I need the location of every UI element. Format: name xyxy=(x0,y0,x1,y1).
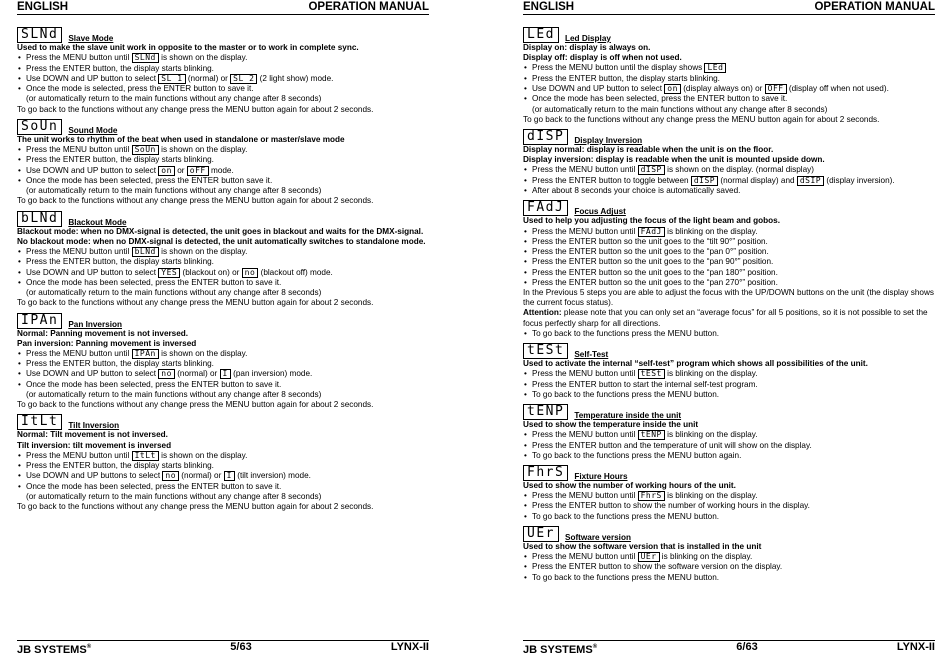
lcd-inline-code: LEd xyxy=(704,63,726,73)
section-heading xyxy=(523,198,935,216)
item-text: Once the mode is selected, press the ENTER button to save it. xyxy=(26,84,254,94)
list-item xyxy=(532,512,935,522)
item-text: (normal display) and xyxy=(718,175,797,185)
section xyxy=(17,412,429,512)
section-title: Led Display xyxy=(564,34,611,43)
attention-text: please note that you can only set an “average focus” for all 5 positions, so it is not possible to set the focus perfectly sharp for all directions. xyxy=(523,308,928,328)
item-text: is shown on the display. xyxy=(158,451,248,461)
item-text: (2 light show) mode. xyxy=(257,73,334,83)
section-title: Tilt Inversion xyxy=(68,421,120,431)
section xyxy=(17,117,429,207)
item-text: (blackout on) or xyxy=(180,267,242,277)
page-header xyxy=(17,0,429,14)
step-list xyxy=(523,227,935,288)
item-text: Press the MENU button until xyxy=(532,165,638,175)
item-text: Press the MENU button until xyxy=(26,247,132,257)
page-header xyxy=(523,0,935,14)
section xyxy=(523,341,935,400)
auto-return-note: (or automatically return to the main functions without any change after 8 seconds) xyxy=(26,288,322,298)
item-text: Press the MENU button until xyxy=(26,349,132,359)
item-text: is blinking on the display. xyxy=(664,369,758,379)
item-text: Once the mode has been selected, press the ENTER button save it. xyxy=(26,175,273,185)
lcd-inline-code: FhrS xyxy=(638,491,665,501)
item-text: Press the MENU button until xyxy=(26,53,132,63)
section-title: Blackout Mode xyxy=(68,217,127,227)
step-list xyxy=(523,329,935,339)
lcd-display-code: LEd xyxy=(523,27,559,43)
item-text: Press the ENTER button, the display starts blinking. xyxy=(26,155,214,165)
lcd-inline-code: bLNd xyxy=(132,247,159,257)
lcd-inline-code: on xyxy=(664,84,681,94)
section-description: Normal: Panning movement is not inversed. xyxy=(17,328,189,338)
section-heading xyxy=(523,463,935,481)
lcd-display-code: FAdJ xyxy=(523,200,568,216)
item-text: Once the mode has been selected, press the ENTER button to save it. xyxy=(532,94,788,104)
section-description: No blackout mode: when no DMX-signal is detected, the unit automatically switches to standalone mode. xyxy=(17,236,426,246)
list-item xyxy=(26,74,429,84)
page-footer xyxy=(523,641,935,657)
item-text: is shown on the display. (normal display) xyxy=(664,165,814,175)
list-item xyxy=(26,53,429,63)
section-heading xyxy=(17,25,429,43)
list-item xyxy=(26,145,429,155)
list-item xyxy=(26,482,429,492)
go-back-note: To go back to the functions without any change press the MENU button again for about 2 seconds. xyxy=(17,298,374,308)
item-text: To go back to the functions press the MENU button. xyxy=(532,511,720,521)
item-text: Press the ENTER button, the display starts blinking. xyxy=(26,63,214,73)
item-text: Press the ENTER button to toggle between xyxy=(532,175,691,185)
list-item xyxy=(532,186,935,196)
item-text: Press the ENTER button so the unit goes to the “pan 180°” position. xyxy=(532,267,778,277)
list-item xyxy=(26,84,429,94)
list-item xyxy=(26,247,429,257)
section-heading xyxy=(523,127,935,145)
item-text: Press the MENU button until the display shows xyxy=(532,63,705,73)
attention-label: Attention: xyxy=(523,308,562,318)
page-footer xyxy=(17,641,429,657)
section-title: Sound Mode xyxy=(68,125,118,135)
header-language: ENGLISH xyxy=(17,1,69,13)
section-description: Pan inversion: Panning movement is inversed xyxy=(17,338,197,348)
item-text: Press the ENTER button so the unit goes to the “pan 270°” position. xyxy=(532,277,778,287)
item-text: (normal) or xyxy=(174,369,220,379)
item-text: (display inversion). xyxy=(824,175,895,185)
lcd-display-code: tESt xyxy=(523,343,568,359)
section-title: Temperature inside the unit xyxy=(574,410,682,420)
page-left xyxy=(17,0,429,654)
item-text: Press the ENTER button so the unit goes to the “tilt 90°” position. xyxy=(532,236,768,246)
step-list xyxy=(17,145,429,186)
section-description: Used to show the software version that is installed in the unit xyxy=(523,541,762,551)
step-list xyxy=(17,53,429,94)
section-heading xyxy=(523,402,935,420)
lcd-display-code: FhrS xyxy=(523,465,568,481)
list-item xyxy=(532,176,935,186)
page-content xyxy=(17,25,429,514)
list-item xyxy=(26,64,429,74)
go-back-note: To go back to the functions without any change press the MENU button again for about 2 seconds. xyxy=(17,196,374,206)
list-item xyxy=(532,380,935,390)
footer-model: LYNX-II xyxy=(896,641,935,653)
lcd-display-code: bLNd xyxy=(17,211,62,227)
item-text: Press the ENTER button and the temperature of unit will show on the display. xyxy=(532,440,812,450)
list-item xyxy=(532,501,935,511)
item-text: (blackout off) mode. xyxy=(258,267,333,277)
section xyxy=(17,209,429,309)
go-back-note: To go back to the functions without any change press the MENU button again for about 2 seconds. xyxy=(523,114,880,124)
item-text: is blinking on the display. xyxy=(664,491,758,501)
list-item xyxy=(532,552,935,562)
list-item xyxy=(532,562,935,572)
section-description: Tilt inversion: tilt movement is inversed xyxy=(17,440,172,450)
item-text: (normal) or xyxy=(179,471,224,481)
lcd-inline-code: I xyxy=(224,471,235,481)
item-text: Press the ENTER button to show the software version on the display. xyxy=(532,562,783,572)
section xyxy=(523,198,935,339)
step-list xyxy=(17,349,429,390)
item-text: To go back to the functions press the MENU button. xyxy=(532,328,720,338)
step-list xyxy=(17,451,429,492)
item-text: Press the ENTER button so the unit goes to the “pan 90°” position. xyxy=(532,257,774,267)
lcd-inline-code: tENP xyxy=(638,430,665,440)
item-text: is blinking on the display. xyxy=(659,552,753,562)
step-list xyxy=(523,165,935,196)
footer-page-number: 5/63 xyxy=(230,641,252,653)
list-item xyxy=(532,63,935,73)
item-text: (normal) or xyxy=(185,73,231,83)
item-text: Press the ENTER button, the display starts blinking. xyxy=(26,257,214,267)
item-text: Use DOWN and UP button to select xyxy=(26,369,159,379)
auto-return-note: (or automatically return to the main functions without any change after 8 seconds) xyxy=(26,186,322,196)
list-item xyxy=(532,74,935,84)
section-description: Display inversion: display is readable when the unit is mounted upside down. xyxy=(523,155,825,165)
section-heading xyxy=(523,524,935,542)
lcd-display-code: IPAn xyxy=(17,313,62,329)
section-description: Used to activate the internal “self-test” program which shows all possibilities of the unit. xyxy=(523,358,868,368)
list-item xyxy=(532,84,935,94)
list-item xyxy=(26,166,429,176)
item-text: Press the MENU button until xyxy=(26,451,132,461)
header-title: OPERATION MANUAL xyxy=(308,1,429,13)
lcd-display-code: UEr xyxy=(523,526,559,542)
item-text: Press the MENU button until xyxy=(26,145,132,155)
section-title: Focus Adjust xyxy=(574,207,626,217)
section-heading xyxy=(523,25,935,43)
go-back-note: To go back to the functions without any change press the MENU button again for about 2 seconds. xyxy=(17,400,374,410)
section-heading xyxy=(17,209,429,227)
item-text: To go back to the functions press the MENU button. xyxy=(532,389,720,399)
item-text: (tilt inversion) mode. xyxy=(234,471,311,481)
list-item xyxy=(26,369,429,379)
section-title: Self-Test xyxy=(574,349,609,359)
item-text: or xyxy=(174,165,187,175)
section xyxy=(17,25,429,115)
item-text: To go back to the functions press the MENU button again. xyxy=(532,450,742,460)
item-text: Press the ENTER button to show the number of working hours in the display. xyxy=(532,501,810,511)
item-text: Use DOWN and UP buttons to select xyxy=(26,471,163,481)
item-text: Press the ENTER button, the display starts blinking. xyxy=(26,461,214,471)
lcd-inline-code: oFF xyxy=(187,166,209,176)
section xyxy=(523,402,935,461)
list-item xyxy=(26,461,429,471)
item-text: is shown on the display. xyxy=(158,53,248,63)
lcd-display-code: dISP xyxy=(523,129,568,145)
lcd-inline-code: no xyxy=(242,268,259,278)
footer-brand: JB SYSTEMS® xyxy=(523,643,598,656)
list-item xyxy=(532,451,935,461)
lcd-display-code: SoUn xyxy=(17,119,62,135)
section-description: Display normal: display is readable when the unit is on the floor. xyxy=(523,144,774,154)
section-heading xyxy=(17,311,429,329)
item-text: Press the MENU button until xyxy=(532,226,638,236)
lcd-inline-code: dSIP xyxy=(797,176,824,186)
lcd-display-code: ItLt xyxy=(17,414,62,430)
list-item xyxy=(532,278,935,288)
footer-brand: JB SYSTEMS® xyxy=(17,643,92,656)
section-description: Normal: Tilt movement is not inversed. xyxy=(17,430,168,440)
list-item xyxy=(26,359,429,369)
step-list xyxy=(17,247,429,288)
lcd-display-code: tENP xyxy=(523,404,568,420)
lcd-inline-code: YES xyxy=(158,268,180,278)
step-list xyxy=(523,63,935,104)
list-item xyxy=(26,349,429,359)
item-text: Press the MENU button until xyxy=(532,491,638,501)
item-text: Use DOWN and UP button to select xyxy=(26,165,159,175)
step-list xyxy=(523,430,935,461)
item-text: Press the ENTER button to start the internal self-test program. xyxy=(532,379,758,389)
list-item xyxy=(532,268,935,278)
item-text: Once the mode has been selected, press the ENTER button to save it. xyxy=(26,277,282,287)
section-title: Slave Mode xyxy=(68,34,114,43)
lcd-inline-code: SL 1 xyxy=(158,74,185,84)
item-text: Press the MENU button until xyxy=(532,430,638,440)
item-text: Once the mode has been selected, press the ENTER button to save it. xyxy=(26,481,282,491)
list-item xyxy=(532,329,935,339)
list-item xyxy=(532,369,935,379)
go-back-note: To go back to the functions without any change press the MENU button again for about 2 seconds. xyxy=(17,104,374,114)
item-text: Press the ENTER button, the display starts blinking. xyxy=(26,359,214,369)
section-description: Blackout mode: when no DMX-signal is detected, the unit goes in blackout and waits for the DMX-signal. xyxy=(17,226,424,236)
lcd-inline-code: I xyxy=(220,369,231,379)
item-text: Press the MENU button until xyxy=(532,369,638,379)
step-list xyxy=(523,552,935,583)
list-item xyxy=(26,176,429,186)
item-text: is shown on the display. xyxy=(158,349,248,359)
header-title: OPERATION MANUAL xyxy=(814,1,935,13)
section-description: The unit works to rhythm of the beat when used in standalone or master/slave mode xyxy=(17,134,345,144)
section-heading xyxy=(17,412,429,430)
lcd-inline-code: dISP xyxy=(691,176,718,186)
lcd-inline-code: SLNd xyxy=(132,53,159,63)
step-list xyxy=(523,491,935,522)
lcd-inline-code: dISP xyxy=(638,165,665,175)
item-text: Use DOWN and UP button to select xyxy=(26,267,159,277)
lcd-inline-code: FAdJ xyxy=(638,227,665,237)
section-title: Software version xyxy=(564,532,631,542)
page-right xyxy=(523,0,935,654)
section-title: Pan Inversion xyxy=(68,319,123,329)
item-text: is shown on the display. xyxy=(158,247,248,257)
item-text: mode. xyxy=(208,165,234,175)
lcd-inline-code: UEr xyxy=(638,552,660,562)
auto-return-note: (or automatically return to the main functions without any change after 8 seconds) xyxy=(26,492,322,502)
item-text: (pan inversion) mode. xyxy=(230,369,313,379)
lcd-inline-code: no xyxy=(158,369,175,379)
list-item xyxy=(26,471,429,481)
item-text: (display off when not used). xyxy=(786,84,889,94)
list-item xyxy=(26,278,429,288)
item-text: After about 8 seconds your choice is automatically saved. xyxy=(532,186,741,196)
item-text: is shown on the display. xyxy=(158,145,248,155)
list-item xyxy=(532,165,935,175)
item-text: Press the ENTER button, the display starts blinking. xyxy=(532,73,720,83)
section-description: Used to make the slave unit work in opposite to the master or to work in complete sync. xyxy=(17,43,359,52)
lcd-inline-code: SL 2 xyxy=(230,74,257,84)
section xyxy=(523,524,935,583)
section-heading xyxy=(523,341,935,359)
focus-paragraph: In the Previous 5 steps you are able to adjust the focus with the UP/DOWN buttons on the unit (the display shows the current focus status). xyxy=(523,287,934,308)
list-item xyxy=(532,430,935,440)
section-title: Fixture Hours xyxy=(574,471,628,481)
list-item xyxy=(26,268,429,278)
item-text: (display always on) or xyxy=(680,84,765,94)
lcd-inline-code: no xyxy=(162,471,179,481)
lcd-inline-code: IPAn xyxy=(132,349,159,359)
list-item xyxy=(532,441,935,451)
item-text: To go back to the functions press the MENU button. xyxy=(532,572,720,582)
list-item xyxy=(532,257,935,267)
section-description: Used to show the number of working hours of the unit. xyxy=(523,480,736,490)
attention-note xyxy=(523,308,935,328)
list-item xyxy=(26,380,429,390)
list-item xyxy=(26,257,429,267)
list-item xyxy=(532,491,935,501)
list-item xyxy=(532,94,935,104)
page-content xyxy=(523,25,935,585)
lcd-inline-code: ItLt xyxy=(132,451,159,461)
section-heading xyxy=(17,117,429,135)
lcd-display-code: SLNd xyxy=(17,27,62,43)
lcd-inline-code: SoUn xyxy=(132,145,159,155)
section xyxy=(523,25,935,125)
section-description: Used to help you adjusting the focus of the light beam and gobos. xyxy=(523,216,781,226)
step-list xyxy=(523,369,935,400)
item-text: is blinking on the display. xyxy=(664,430,758,440)
section xyxy=(523,463,935,522)
list-item xyxy=(532,227,935,237)
list-item xyxy=(26,155,429,165)
footer-model: LYNX-II xyxy=(390,641,429,653)
list-item xyxy=(532,247,935,257)
header-rule xyxy=(523,14,935,15)
item-text: Use DOWN and UP button to select xyxy=(532,84,665,94)
section xyxy=(523,127,935,196)
section-description: Display off: display is off when not used. xyxy=(523,53,682,63)
auto-return-note: (or automatically return to the main functions without any change after 8 seconds) xyxy=(532,104,828,114)
auto-return-note: (or automatically return to the main functions without any change after 8 seconds) xyxy=(26,390,322,400)
auto-return-note: (or automatically return to the main functions without any change after 8 seconds) xyxy=(26,94,322,104)
go-back-note: To go back to the functions without any change press the MENU button again for about 2 seconds. xyxy=(17,502,374,512)
lcd-inline-code: on xyxy=(158,166,175,176)
header-rule xyxy=(17,14,429,15)
section-title: Display Inversion xyxy=(574,135,643,145)
header-language: ENGLISH xyxy=(523,1,575,13)
item-text: Press the MENU button until xyxy=(532,552,638,562)
section-description: Display on: display is always on. xyxy=(523,43,651,52)
section xyxy=(17,311,429,411)
item-text: Use DOWN and UP button to select xyxy=(26,73,159,83)
item-text: is blinking on the display. xyxy=(664,226,758,236)
lcd-inline-code: OFF xyxy=(765,84,787,94)
lcd-inline-code: tESt xyxy=(638,369,665,379)
list-item xyxy=(532,573,935,583)
list-item xyxy=(532,237,935,247)
footer-page-number: 6/63 xyxy=(736,641,758,653)
list-item xyxy=(532,390,935,400)
section-description: Used to show the temperature inside the unit xyxy=(523,419,699,429)
list-item xyxy=(26,451,429,461)
item-text: Once the mode has been selected, press the ENTER button to save it. xyxy=(26,379,282,389)
item-text: Press the ENTER button so the unit goes to the “pan 0°” position. xyxy=(532,247,769,257)
